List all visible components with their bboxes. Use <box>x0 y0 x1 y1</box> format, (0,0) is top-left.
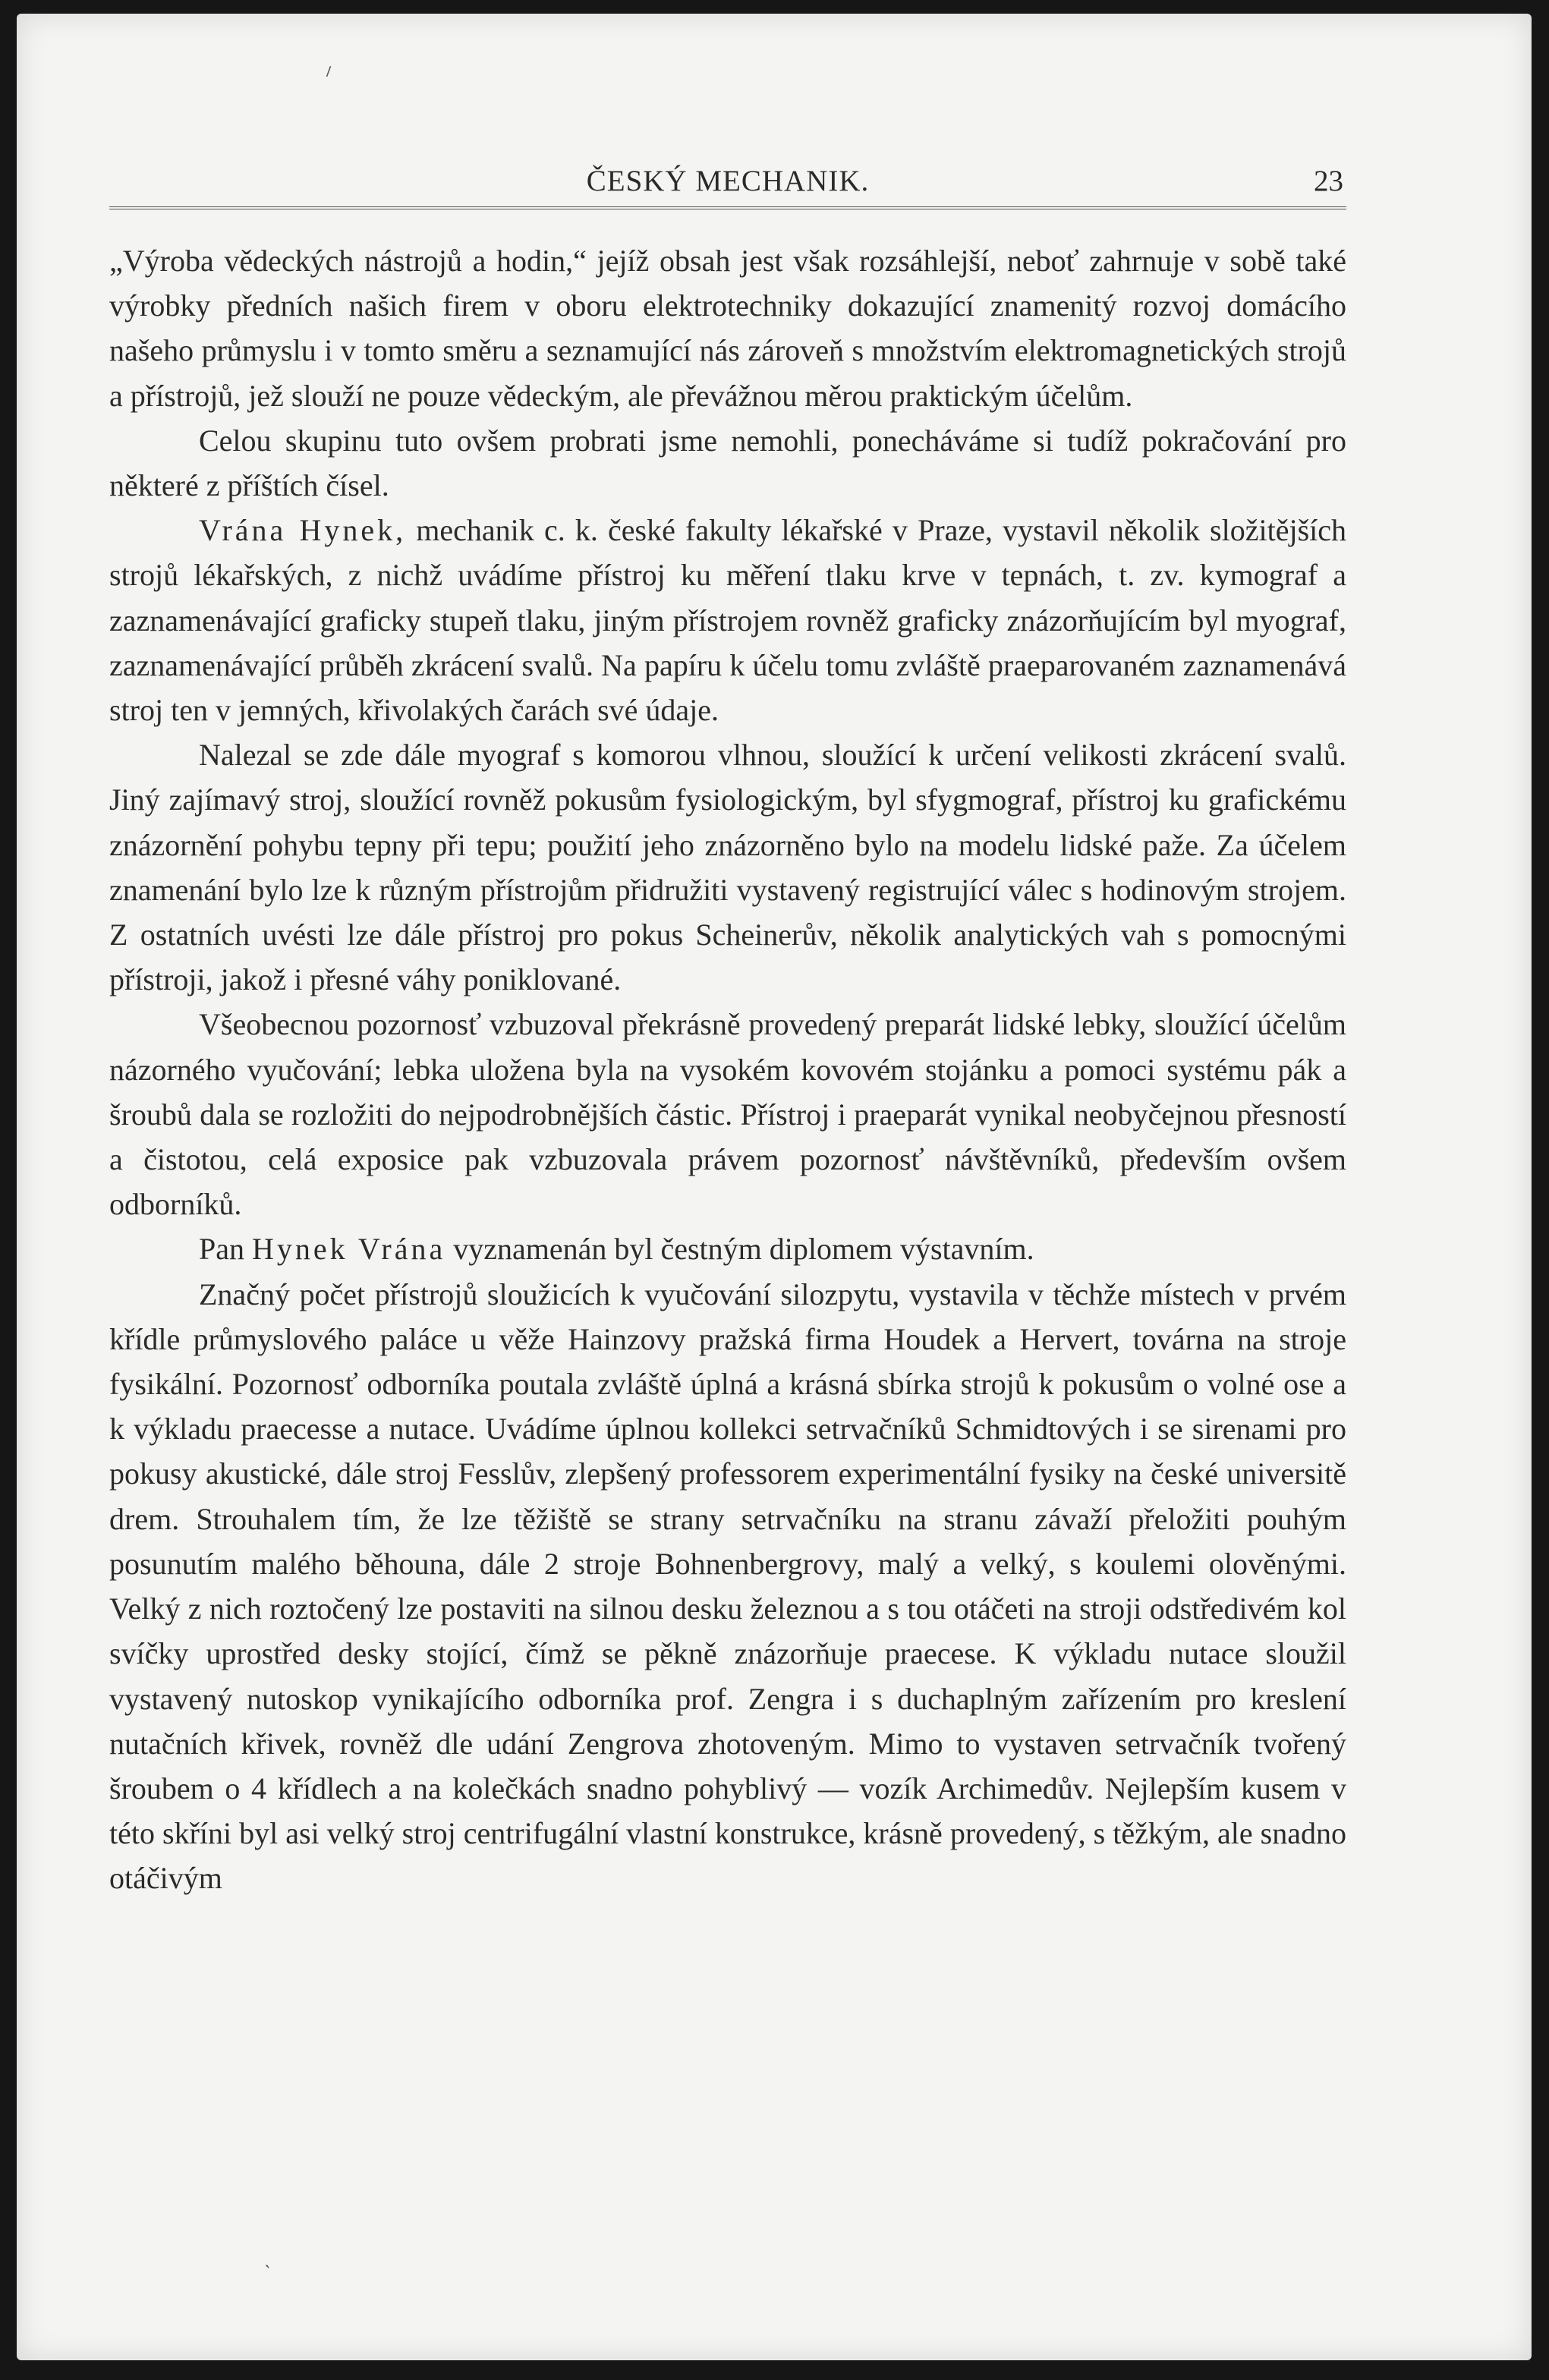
paragraph-1-text: „Výroba vědeckých nástrojů a hodin,“ jejíž obsah jest však rozsáhlejší, neboť zahrnuje v sobě také výrobky předních našich firem v oboru elektrotechniky dokazující znamenitý rozvoj domácího našeho průmyslu i v tomto směru a seznamující nás zároveň s množstvím elektromagnetických strojů a přístrojů, jež slouží ne pouze vědeckým, ale převážnou měrou praktickým účelům. <box>109 244 1346 413</box>
paragraph-4-text: Nalezal se zde dále myograf s komorou vlhnou, sloužící k určení velikosti zkrácení svalů. Jiný zajímavý stroj, sloužící rovněž pokusům fysiologickým, byl sfygmograf, přístroj ku grafickému znázornění pohybu tepny při tepu; použití jeho znázorněno bylo na modelu lidské paže. Za účelem znamenání bylo lze k různým přístrojům přidružiti vystavený registrující válec s hodinovým strojem. Z ostatních uvésti lze dále přístroj pro pokus Scheinerův, několik analytických vah s pomocnými přístroji, jakož i přesné váhy poniklované. <box>109 738 1346 997</box>
header-rule <box>109 206 1346 209</box>
page-paper <box>17 14 1532 2360</box>
stray-mark-top: ⸝ <box>316 52 338 82</box>
paragraph-6 <box>109 1226 1346 1271</box>
paragraph-3-spaced-name: Vrána Hynek, <box>199 513 407 548</box>
paragraph-5 <box>109 1002 1346 1226</box>
paragraph-2-text: Celou skupinu tuto ovšem probrati jsme nemohli, ponecháváme si tudíž pokračování pro některé z příštích čísel. <box>109 423 1346 503</box>
paragraph-3-text: mechanik c. k. české fakulty lékařské v Praze, vystavil několik složitějších strojů lékařských, z nichž uvádíme přístroj ku měření tlaku krve v tepnách, t. zv. kymograf a zaznamenávající graficky stupeň tlaku, jiným přístrojem rovněž graficky znázorňujícím byl myograf, zaznamenávající průběh zkrácení svalů. Na papíru k účelu tomu zvláště praeparovaném zaznamenává stroj ten v jemných, křivolakých čarách své údaje. <box>109 513 1347 728</box>
stray-mark-bottom: ˴ <box>264 2253 271 2276</box>
running-header <box>109 150 1346 211</box>
paragraph-5-text: Všeobecnou pozornosť vzbuzoval překrásně provedený preparát lidské lebky, sloužící účelům názorného vyučování; lebka uložena byla na vysokém kovovém stojánku a pomoci systému pák a šroubů dala se rozložiti do nejpodrobnějších částic. Přístroj i praeparát vynikal neobyčejnou přesností a čistotou, celá exposice pak vzbuzovala právem pozornosť návštěvníků, především ovšem odborníků. <box>109 1007 1346 1222</box>
document-page <box>109 150 1346 2245</box>
paragraph-3 <box>109 508 1346 732</box>
paragraph-1 <box>109 238 1346 418</box>
page-number: 23 <box>1314 165 1343 197</box>
article-body <box>109 238 1346 1901</box>
paragraph-2 <box>109 418 1346 508</box>
running-title: ČESKÝ MECHANIK. <box>586 165 870 197</box>
paragraph-4 <box>109 732 1346 1002</box>
paragraph-6-text: vyznamenán byl čestným diplomem výstavním. <box>445 1232 1034 1267</box>
paragraph-7 <box>109 1272 1346 1901</box>
paragraph-6-spaced-name: Hynek Vrána <box>252 1232 446 1267</box>
paragraph-6-lead: Pan <box>199 1232 252 1267</box>
paragraph-7-text: Značný počet přístrojů sloužicích k vyučování silozpytu, vystavila v těchže místech v prvém křídle průmyslového paláce u věže Hainzovy pražská firma Houdek a Hervert, továrna na stroje fysikální. Pozornosť odborníka poutala zvláště úplná a krásná sbírka strojů k pokusům o volné ose a k výkladu praecesse a nutace. Uvádíme úplnou kollekci setrvačníků Schmidtových i se sirenami pro pokusy akustické, dále stroj Fesslův, zlepšený professorem experimentální fysiky na české universitě drem. Strouhalem tím, že lze těžiště se strany setrvačníku na stranu závaží přeložiti pouhým posunutím malého běhouna, dále 2 stroje Bohnenbergrovy, malý a velký, s koulemi olověnými. Velký z nich roztočený lze postaviti na silnou desku železnou a s tou otáčeti na stroji odstředivém kol svíčky uprostřed desky stojící, čímž se pěkně znázorňuje praecese. K výkladu nutace sloužil vystavený nutoskop vynikajícího odborníka prof. Zengra i s duchaplným zařízením pro kreslení nutačních křivek, rovněž dle udání Zengrova zhotoveným. Mimo to vystaven setrvačník tvořený šroubem o 4 křídlech a na kolečkách snadno pohyblivý — vozík Archimedův. Nejlepším kusem v této skříni byl asi velký stroj centrifugální vlastní konstrukce, krásně provedený, s těžkým, ale snadno otáčivým <box>109 1277 1346 1896</box>
